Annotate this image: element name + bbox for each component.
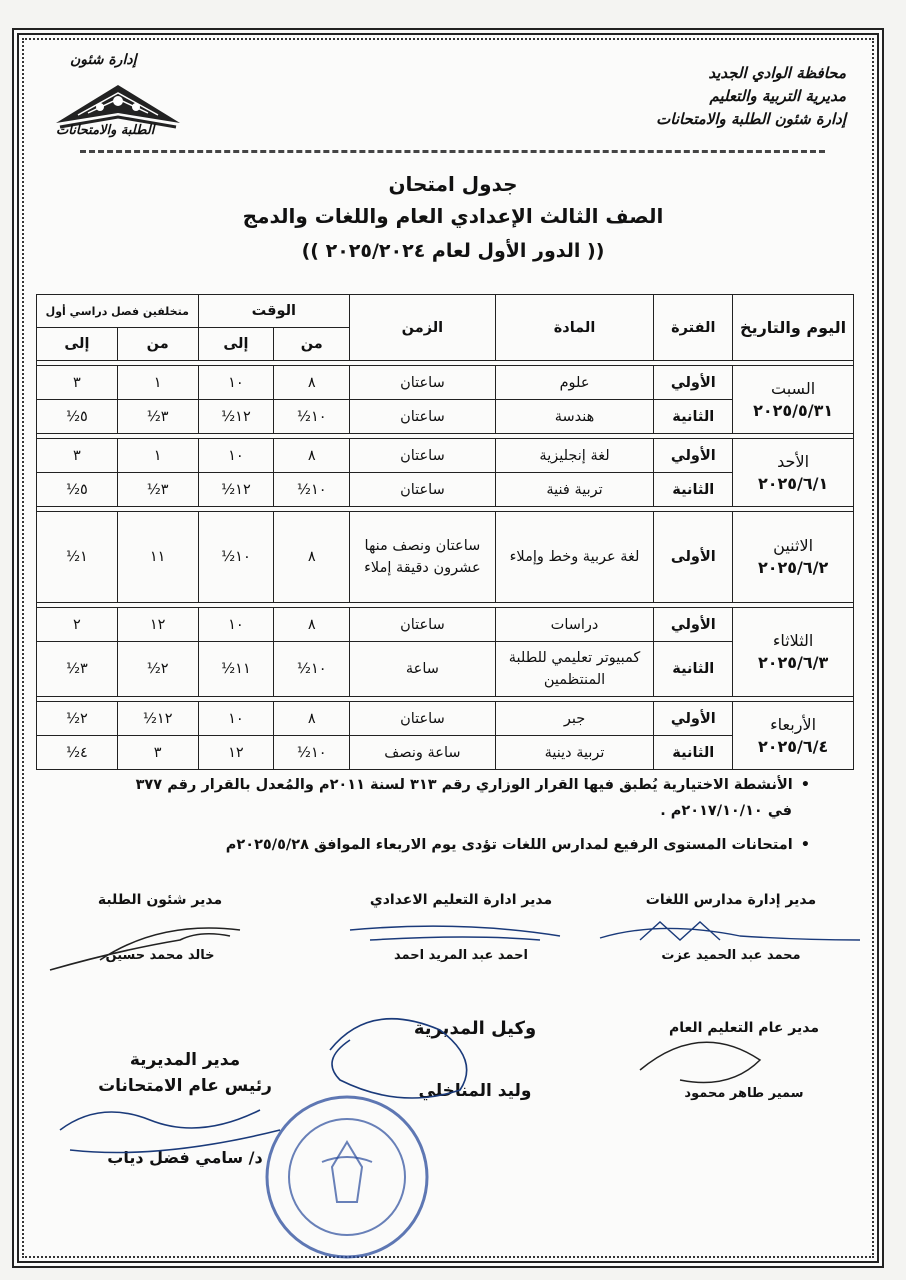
signature-name: وليد المناخلي: [418, 1081, 532, 1101]
time-to-cell: ١٠½: [198, 512, 274, 603]
header-time-to: إلى: [198, 328, 274, 361]
note-item: • الأنشطة الاختيارية يُطبق فيها القرار الوزاري رقم ٣١٣ لسنة ٢٠١١م والمُعدل بالقرار رقم ٣٧٧: [90, 772, 810, 798]
time-from-cell: ٨: [274, 366, 350, 400]
signature-title: وكيل المديرية: [413, 1018, 537, 1039]
signature-name: سمير طاهر محمود: [684, 1086, 804, 1101]
day-name: الأحد: [777, 451, 810, 471]
table-row: [37, 642, 854, 697]
table-row: [37, 702, 854, 736]
signature-name: محمد عبد الحميد عزت: [661, 948, 801, 963]
page-title: جدول امتحان: [388, 172, 518, 196]
header-directorate: مديرية التربية والتعليم: [709, 87, 846, 105]
duration-cell: ساعتان ونصف منها عشرون دقيقة إملاء: [350, 512, 496, 603]
duration-cell: ساعتان: [350, 702, 496, 736]
late-to-cell: ٣½: [37, 642, 118, 697]
late-to-cell: ٣: [37, 439, 118, 473]
late-from-cell: ١: [117, 366, 198, 400]
subject-cell: لغة إنجليزية: [495, 439, 654, 473]
late-from-cell: ٣½: [117, 400, 198, 434]
late-to-cell: ٢½: [37, 702, 118, 736]
time-from-cell: ٨: [274, 702, 350, 736]
time-to-cell: ١٢½: [198, 473, 274, 507]
subject-cell: لغة عربية وخط وإملاء: [495, 512, 654, 603]
header-block: [656, 62, 846, 131]
header-late-from: من: [117, 328, 198, 361]
table-row: [37, 512, 854, 603]
day-name: الثلاثاء: [772, 631, 814, 650]
signature-title: مدير إدارة مدارس اللغات: [645, 892, 817, 908]
time-from-cell: ٨: [274, 439, 350, 473]
day-cell: [733, 366, 854, 434]
note-language-schools: امتحانات المستوى الرفيع لمدارس اللغات تؤدى يوم الاربعاء الموافق ٢٠٢٥/٥/٢٨م: [225, 837, 793, 853]
late-from-cell: ٣: [117, 736, 198, 770]
late-to-cell: ٢: [37, 608, 118, 642]
handwritten-signatures: [40, 900, 880, 1210]
table-row: [37, 439, 854, 473]
signature-title: مدير المديرية: [129, 1050, 241, 1070]
signature-name: احمد عبد المريد احمد: [394, 948, 528, 963]
time-to-cell: ١٠: [198, 702, 274, 736]
subject-cell: تربية فنية: [495, 473, 654, 507]
header-time-from: من: [274, 328, 350, 361]
late-to-cell: ١½: [37, 512, 118, 603]
header-period: الفترة: [654, 295, 733, 361]
header-duration: الزمن: [350, 295, 496, 361]
header-governorate: محافظة الوادي الجديد: [708, 64, 846, 82]
exam-schedule-table: [36, 294, 854, 770]
exam-round: (( الدور الأول لعام ٢٠٢٥/٢٠٢٤ )): [301, 240, 605, 262]
late-to-cell: ٤½: [37, 736, 118, 770]
subject-cell: علوم: [495, 366, 654, 400]
note-item: • امتحانات المستوى الرفيع لمدارس اللغات تؤدى يوم الاربعاء الموافق ٢٠٢٥/٥/٢٨م: [90, 832, 810, 858]
subject-cell: هندسة: [495, 400, 654, 434]
subject-cell: كمبيوتر تعليمي للطلبة المنتظمين: [495, 642, 654, 697]
time-to-cell: ١٠: [198, 439, 274, 473]
time-to-cell: ١٢½: [198, 400, 274, 434]
header-time: الوقت: [198, 295, 350, 328]
signature-title: مدير ادارة التعليم الاعدادي: [369, 892, 553, 908]
subject-cell: دراسات: [495, 608, 654, 642]
header-day: اليوم والتاريخ: [733, 295, 854, 361]
late-to-cell: ٥½: [37, 400, 118, 434]
header-late: متخلفين فصل دراسي أول: [37, 295, 199, 328]
period-cell: الأولي: [654, 702, 733, 736]
period-cell: الثانية: [654, 400, 733, 434]
time-from-cell: ١٠½: [274, 400, 350, 434]
period-cell: الأولي: [654, 366, 733, 400]
day-name: الاثنين: [773, 536, 814, 555]
note-activities: الأنشطة الاختيارية يُطبق فيها القرار الوزاري رقم ٣١٣ لسنة ٢٠١١م والمُعدل بالقرار رقم ٣٧٧: [135, 777, 793, 793]
subject-cell: جبر: [495, 702, 654, 736]
period-cell: الثانية: [654, 736, 733, 770]
subject-cell: تربية دينية: [495, 736, 654, 770]
notes: [90, 772, 810, 858]
table-row: [37, 400, 854, 434]
day-date: ٢٠٢٥/٦/٣: [757, 653, 829, 672]
signature-title: مدير شئون الطلبة: [97, 892, 223, 908]
time-from-cell: ١٠½: [274, 736, 350, 770]
time-to-cell: ١١½: [198, 642, 274, 697]
time-to-cell: ١٠: [198, 608, 274, 642]
table-row: [37, 473, 854, 507]
time-from-cell: ١٠½: [274, 642, 350, 697]
day-date: ٢٠٢٥/٦/٤: [757, 736, 829, 756]
logo-text-bottom: الطلبة والامتحانات: [56, 123, 155, 138]
late-from-cell: ١٢: [117, 608, 198, 642]
late-from-cell: ١: [117, 439, 198, 473]
period-cell: الثانية: [654, 642, 733, 697]
day-cell: [733, 608, 854, 697]
time-from-cell: ٨: [274, 608, 350, 642]
duration-cell: ساعتان: [350, 366, 496, 400]
time-to-cell: ١٢: [198, 736, 274, 770]
day-cell: [733, 512, 854, 603]
signature-title: مدير عام التعليم العام: [669, 1020, 819, 1036]
duration-cell: ساعة: [350, 642, 496, 697]
late-from-cell: ١٢½: [117, 702, 198, 736]
period-cell: الأولي: [654, 608, 733, 642]
duration-cell: ساعتان: [350, 608, 496, 642]
signature-name: خالد محمد حسين: [105, 948, 215, 963]
late-from-cell: ١١: [117, 512, 198, 603]
late-to-cell: ٣: [37, 366, 118, 400]
late-from-cell: ٣½: [117, 473, 198, 507]
day-date: ٢٠٢٥/٥/٣١: [753, 400, 834, 420]
day-name: الأربعاء: [770, 714, 817, 734]
page-subtitle: الصف الثالث الإعدادي العام واللغات والدمج: [242, 204, 664, 228]
header-late-to: إلى: [37, 328, 118, 361]
day-cell: [733, 702, 854, 770]
duration-cell: ساعتان: [350, 400, 496, 434]
table-row: [37, 608, 854, 642]
signature-subtitle: رئيس عام الامتحانات: [98, 1076, 272, 1096]
header-department: إدارة شئون الطلبة والامتحانات: [656, 110, 846, 128]
duration-cell: ساعتان: [350, 473, 496, 507]
table-row: [37, 366, 854, 400]
signature-name: د/ سامي فضل دياب: [107, 1148, 263, 1167]
note-activities-date: في ٢٠١٧/١٠/١٠م .: [660, 803, 792, 819]
time-from-cell: ١٠½: [274, 473, 350, 507]
official-seal-icon: [262, 1092, 432, 1262]
time-to-cell: ١٠: [198, 366, 274, 400]
late-to-cell: ٥½: [37, 473, 118, 507]
table-row: [37, 736, 854, 770]
day-name: السبت: [771, 378, 816, 398]
late-from-cell: ٢½: [117, 642, 198, 697]
day-date: ٢٠٢٥/٦/٢: [757, 558, 829, 577]
header-separator: [80, 150, 825, 153]
period-cell: الأولى: [654, 512, 733, 603]
day-cell: [733, 439, 854, 507]
header-subject: المادة: [495, 295, 654, 361]
time-from-cell: ٨: [274, 512, 350, 603]
period-cell: الأولي: [654, 439, 733, 473]
logo-text-top: إدارة شئون: [70, 52, 137, 68]
period-cell: الثانية: [654, 473, 733, 507]
duration-cell: ساعة ونصف: [350, 736, 496, 770]
duration-cell: ساعتان: [350, 439, 496, 473]
day-date: ٢٠٢٥/٦/١: [757, 473, 829, 493]
